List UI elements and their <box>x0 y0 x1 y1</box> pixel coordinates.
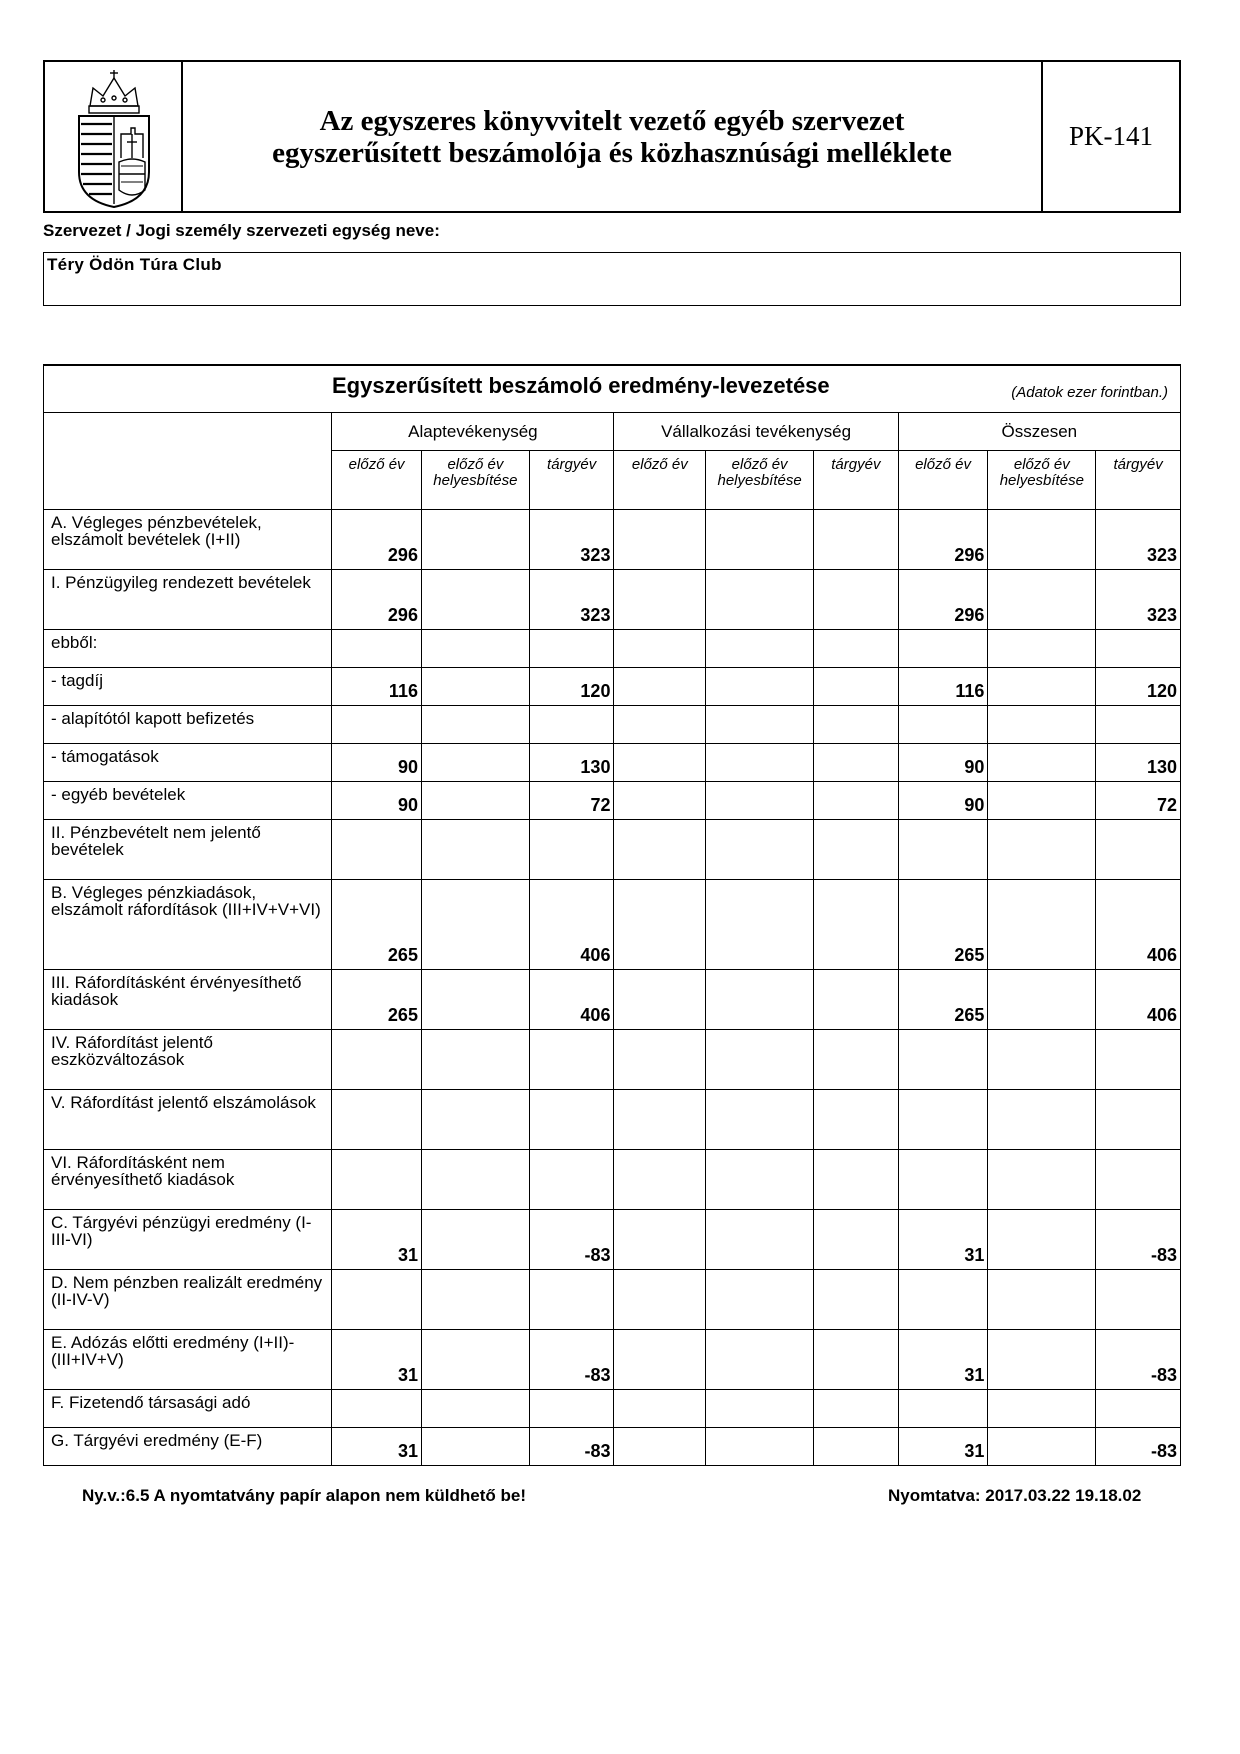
value-cell[interactable] <box>706 1150 814 1210</box>
subheader-prev-year-correction: előző év helyesbítése <box>421 451 529 510</box>
value-cell[interactable] <box>814 1210 899 1270</box>
value-cell[interactable] <box>421 570 529 630</box>
value-cell[interactable]: 120 <box>1096 668 1181 706</box>
row-label: G. Tárgyévi eredmény (E-F) <box>44 1428 332 1466</box>
value-cell[interactable] <box>614 706 706 744</box>
value-cell[interactable] <box>814 1428 899 1466</box>
value-cell[interactable]: 130 <box>1096 744 1181 782</box>
value-cell[interactable]: 265 <box>332 880 422 970</box>
value-cell[interactable] <box>614 630 706 668</box>
value-cell[interactable] <box>988 820 1096 880</box>
value-cell[interactable] <box>814 820 899 880</box>
value-cell[interactable] <box>421 1210 529 1270</box>
value-cell[interactable]: -83 <box>529 1428 614 1466</box>
value-cell[interactable] <box>898 1150 988 1210</box>
value-cell[interactable] <box>706 510 814 570</box>
table-title-cell <box>44 365 1181 413</box>
value-cell[interactable] <box>614 1270 706 1330</box>
value-cell[interactable]: 72 <box>1096 782 1181 820</box>
value-cell[interactable]: 120 <box>529 668 614 706</box>
value-cell[interactable]: 406 <box>1096 880 1181 970</box>
value-cell[interactable] <box>706 706 814 744</box>
row-label: A. Végleges pénzbevételek, elszámolt bevételek (I+II) <box>44 510 332 570</box>
table-row <box>44 1090 1181 1150</box>
value-cell[interactable] <box>421 1150 529 1210</box>
row-label: I. Pénzügyileg rendezett bevételek <box>44 570 332 630</box>
value-cell[interactable] <box>898 1390 988 1428</box>
value-cell[interactable] <box>988 510 1096 570</box>
value-cell[interactable] <box>421 1090 529 1150</box>
value-cell[interactable] <box>814 1270 899 1330</box>
value-cell[interactable] <box>421 744 529 782</box>
value-cell[interactable]: 296 <box>898 570 988 630</box>
value-cell[interactable]: 90 <box>898 782 988 820</box>
value-cell[interactable] <box>1096 706 1181 744</box>
value-cell[interactable] <box>898 1270 988 1330</box>
value-cell[interactable]: 90 <box>898 744 988 782</box>
value-cell[interactable] <box>988 1150 1096 1210</box>
value-cell[interactable] <box>614 970 706 1030</box>
value-cell[interactable] <box>988 880 1096 970</box>
value-cell[interactable]: 296 <box>898 510 988 570</box>
table-row <box>44 1270 1181 1330</box>
row-label: II. Pénzbevételt nem jelentő bevételek <box>44 820 332 880</box>
value-cell[interactable] <box>706 1030 814 1090</box>
value-cell[interactable] <box>706 1390 814 1428</box>
group-header-business: Vállalkozási tevékenység <box>614 413 898 451</box>
row-label: B. Végleges pénzkiadások, elszámolt ráfordítások (III+IV+V+VI) <box>44 880 332 970</box>
group-header-total: Összesen <box>898 413 1180 451</box>
value-cell[interactable] <box>988 1330 1096 1390</box>
value-cell[interactable] <box>614 668 706 706</box>
table-row <box>44 668 1181 706</box>
value-cell[interactable] <box>988 970 1096 1030</box>
value-cell[interactable] <box>706 1270 814 1330</box>
value-cell[interactable]: -83 <box>1096 1330 1181 1390</box>
label-header-cell <box>44 413 332 510</box>
value-cell[interactable] <box>1096 820 1181 880</box>
value-cell[interactable] <box>614 1330 706 1390</box>
footer-version-note: Ny.v.:6.5 A nyomtatvány papír alapon nem küldhető be! <box>82 1486 526 1505</box>
value-cell[interactable] <box>421 1030 529 1090</box>
value-cell[interactable] <box>529 706 614 744</box>
value-cell[interactable]: 31 <box>898 1330 988 1390</box>
value-cell[interactable] <box>421 820 529 880</box>
table-row <box>44 880 1181 970</box>
row-label: D. Nem pénzben realizált eredmény (II-IV-V) <box>44 1270 332 1330</box>
value-cell[interactable] <box>614 510 706 570</box>
table-row <box>44 706 1181 744</box>
value-cell[interactable] <box>421 880 529 970</box>
value-cell[interactable] <box>332 1030 422 1090</box>
value-cell[interactable]: 406 <box>1096 970 1181 1030</box>
table-row <box>44 782 1181 820</box>
value-cell[interactable] <box>814 510 899 570</box>
row-label: - alapítótól kapott befizetés <box>44 706 332 744</box>
value-cell[interactable] <box>706 782 814 820</box>
value-cell[interactable] <box>1096 1090 1181 1150</box>
value-cell[interactable] <box>529 1150 614 1210</box>
value-cell[interactable] <box>332 1390 422 1428</box>
value-cell[interactable] <box>814 668 899 706</box>
table-row <box>44 970 1181 1030</box>
value-cell[interactable] <box>332 1150 422 1210</box>
value-cell[interactable]: -83 <box>529 1330 614 1390</box>
value-cell[interactable] <box>529 1270 614 1330</box>
value-cell[interactable] <box>421 630 529 668</box>
row-label: IV. Ráfordítást jelentő eszközváltozások <box>44 1030 332 1090</box>
value-cell[interactable] <box>814 1390 899 1428</box>
value-cell[interactable] <box>332 820 422 880</box>
value-cell[interactable]: -83 <box>1096 1428 1181 1466</box>
value-cell[interactable] <box>421 970 529 1030</box>
value-cell[interactable] <box>706 970 814 1030</box>
value-cell[interactable] <box>1096 1150 1181 1210</box>
subheader-current-year: tárgyév <box>814 451 899 510</box>
row-label: C. Tárgyévi pénzügyi eredmény (I-III-VI) <box>44 1210 332 1270</box>
value-cell[interactable]: 31 <box>898 1210 988 1270</box>
value-cell[interactable] <box>988 1030 1096 1090</box>
form-title-line-2: egyszerűsített beszámolója és közhasznúsági melléklete <box>272 136 952 169</box>
value-cell[interactable]: -83 <box>529 1210 614 1270</box>
value-cell[interactable] <box>1096 1030 1181 1090</box>
value-cell[interactable]: 90 <box>332 744 422 782</box>
value-cell[interactable]: 72 <box>529 782 614 820</box>
value-cell[interactable] <box>988 1210 1096 1270</box>
value-cell[interactable] <box>614 1090 706 1150</box>
value-cell[interactable] <box>706 1090 814 1150</box>
value-cell[interactable] <box>706 880 814 970</box>
value-cell[interactable] <box>614 570 706 630</box>
value-cell[interactable] <box>614 744 706 782</box>
value-cell[interactable]: 265 <box>898 970 988 1030</box>
value-cell[interactable] <box>706 1428 814 1466</box>
value-cell[interactable]: 130 <box>529 744 614 782</box>
value-cell[interactable]: 31 <box>898 1428 988 1466</box>
value-cell[interactable] <box>814 880 899 970</box>
value-cell[interactable] <box>421 706 529 744</box>
value-cell[interactable] <box>814 706 899 744</box>
value-cell[interactable]: 323 <box>1096 510 1181 570</box>
value-cell[interactable] <box>814 1150 899 1210</box>
value-cell[interactable]: 90 <box>332 782 422 820</box>
value-cell[interactable] <box>529 820 614 880</box>
value-cell[interactable]: 406 <box>529 970 614 1030</box>
table-row <box>44 1210 1181 1270</box>
table-row <box>44 630 1181 668</box>
value-cell[interactable] <box>529 1090 614 1150</box>
value-cell[interactable] <box>988 744 1096 782</box>
value-cell[interactable] <box>421 510 529 570</box>
form-title-line-1: Az egyszeres könyvvitelt vezető egyéb szervezet <box>319 104 905 137</box>
subheader-current-year: tárgyév <box>529 451 614 510</box>
value-cell[interactable]: 31 <box>332 1330 422 1390</box>
value-cell[interactable]: -83 <box>1096 1210 1181 1270</box>
value-cell[interactable] <box>898 1090 988 1150</box>
coat-of-arms-logo <box>45 62 183 211</box>
row-label: F. Fizetendő társasági adó <box>44 1390 332 1428</box>
value-cell[interactable] <box>814 970 899 1030</box>
table-row <box>44 570 1181 630</box>
table-unit-note: (Adatok ezer forintban.) <box>1011 384 1168 401</box>
value-cell[interactable]: 296 <box>332 570 422 630</box>
value-cell[interactable] <box>421 1428 529 1466</box>
value-cell[interactable] <box>898 706 988 744</box>
value-cell[interactable] <box>614 820 706 880</box>
value-cell[interactable]: 116 <box>332 668 422 706</box>
organization-name-field[interactable] <box>43 252 1181 306</box>
value-cell[interactable] <box>706 570 814 630</box>
value-cell[interactable] <box>706 744 814 782</box>
value-cell[interactable]: 265 <box>332 970 422 1030</box>
value-cell[interactable] <box>1096 630 1181 668</box>
table-row <box>44 1390 1181 1428</box>
value-cell[interactable] <box>814 782 899 820</box>
value-cell[interactable] <box>614 1210 706 1270</box>
table-title: Egyszerűsített beszámoló eredmény-levezetése <box>332 373 830 398</box>
subheader-current-year: tárgyév <box>1096 451 1181 510</box>
value-cell[interactable] <box>988 1270 1096 1330</box>
value-cell[interactable] <box>614 1390 706 1428</box>
table-row <box>44 510 1181 570</box>
value-cell[interactable] <box>332 706 422 744</box>
table-row <box>44 1428 1181 1466</box>
value-cell[interactable] <box>898 1030 988 1090</box>
value-cell[interactable] <box>1096 1270 1181 1330</box>
value-cell[interactable]: 31 <box>332 1428 422 1466</box>
value-cell[interactable]: 265 <box>898 880 988 970</box>
value-cell[interactable] <box>988 1428 1096 1466</box>
form-code: PK-141 <box>1068 121 1153 151</box>
value-cell[interactable] <box>421 1390 529 1428</box>
value-cell[interactable] <box>706 820 814 880</box>
row-label: E. Adózás előtti eredmény (I+II)-(III+IV+V) <box>44 1330 332 1390</box>
value-cell[interactable] <box>814 744 899 782</box>
value-cell[interactable]: 323 <box>529 510 614 570</box>
value-cell[interactable] <box>421 668 529 706</box>
value-cell[interactable]: 31 <box>332 1210 422 1270</box>
value-cell[interactable] <box>529 1390 614 1428</box>
row-label: III. Ráfordításként érvényesíthető kiadások <box>44 970 332 1030</box>
value-cell[interactable] <box>332 1270 422 1330</box>
table-row <box>44 1030 1181 1090</box>
value-cell[interactable] <box>614 1428 706 1466</box>
value-cell[interactable]: 296 <box>332 510 422 570</box>
value-cell[interactable] <box>898 820 988 880</box>
value-cell[interactable]: 116 <box>898 668 988 706</box>
value-cell[interactable] <box>614 880 706 970</box>
logo-cell <box>45 62 183 211</box>
table-row <box>44 744 1181 782</box>
row-label: V. Ráfordítást jelentő elszámolások <box>44 1090 332 1150</box>
table-row <box>44 1330 1181 1390</box>
value-cell[interactable]: 406 <box>529 880 614 970</box>
value-cell[interactable] <box>814 570 899 630</box>
subheader-prev-year-correction: előző év helyesbítése <box>706 451 814 510</box>
value-cell[interactable] <box>706 1210 814 1270</box>
row-label: - támogatások <box>44 744 332 782</box>
form-title <box>183 62 1043 211</box>
value-cell[interactable] <box>421 782 529 820</box>
value-cell[interactable] <box>814 1330 899 1390</box>
value-cell[interactable] <box>529 630 614 668</box>
value-cell[interactable] <box>988 630 1096 668</box>
value-cell[interactable] <box>988 782 1096 820</box>
value-cell[interactable] <box>706 630 814 668</box>
value-cell[interactable] <box>529 1030 614 1090</box>
subheader-prev-year: előző év <box>332 451 422 510</box>
organization-label: Szervezet / Jogi személy szervezeti egység neve: <box>43 221 440 240</box>
subheader-prev-year-correction: előző év helyesbítése <box>988 451 1096 510</box>
value-cell[interactable]: 323 <box>1096 570 1181 630</box>
value-cell[interactable] <box>988 706 1096 744</box>
row-label: ebből: <box>44 630 332 668</box>
value-cell[interactable] <box>988 1090 1096 1150</box>
value-cell[interactable]: 323 <box>529 570 614 630</box>
value-cell[interactable] <box>814 1030 899 1090</box>
value-cell[interactable] <box>988 668 1096 706</box>
footer-print-date: Nyomtatva: 2017.03.22 19.18.02 <box>888 1486 1142 1505</box>
organization-name: Téry Ödön Túra Club <box>47 255 222 274</box>
value-cell[interactable] <box>814 1090 899 1150</box>
subheader-prev-year: előző év <box>898 451 988 510</box>
value-cell[interactable] <box>988 1390 1096 1428</box>
subheader-prev-year: előző év <box>614 451 706 510</box>
value-cell[interactable] <box>614 1030 706 1090</box>
value-cell[interactable] <box>421 1270 529 1330</box>
value-cell[interactable] <box>814 630 899 668</box>
value-cell[interactable] <box>706 1330 814 1390</box>
group-header-basic: Alaptevékenység <box>332 413 614 451</box>
table-row <box>44 820 1181 880</box>
value-cell[interactable] <box>898 630 988 668</box>
row-label: - tagdíj <box>44 668 332 706</box>
value-cell[interactable] <box>332 1090 422 1150</box>
value-cell[interactable] <box>988 570 1096 630</box>
row-label: - egyéb bevételek <box>44 782 332 820</box>
row-label: VI. Ráfordításként nem érvényesíthető kiadások <box>44 1150 332 1210</box>
form-header <box>43 60 1181 213</box>
value-cell[interactable] <box>1096 1390 1181 1428</box>
value-cell[interactable] <box>421 1330 529 1390</box>
value-cell[interactable] <box>706 668 814 706</box>
income-statement-table <box>43 364 1181 1466</box>
value-cell[interactable] <box>614 1150 706 1210</box>
value-cell[interactable] <box>332 630 422 668</box>
value-cell[interactable] <box>614 782 706 820</box>
table-row <box>44 1150 1181 1210</box>
